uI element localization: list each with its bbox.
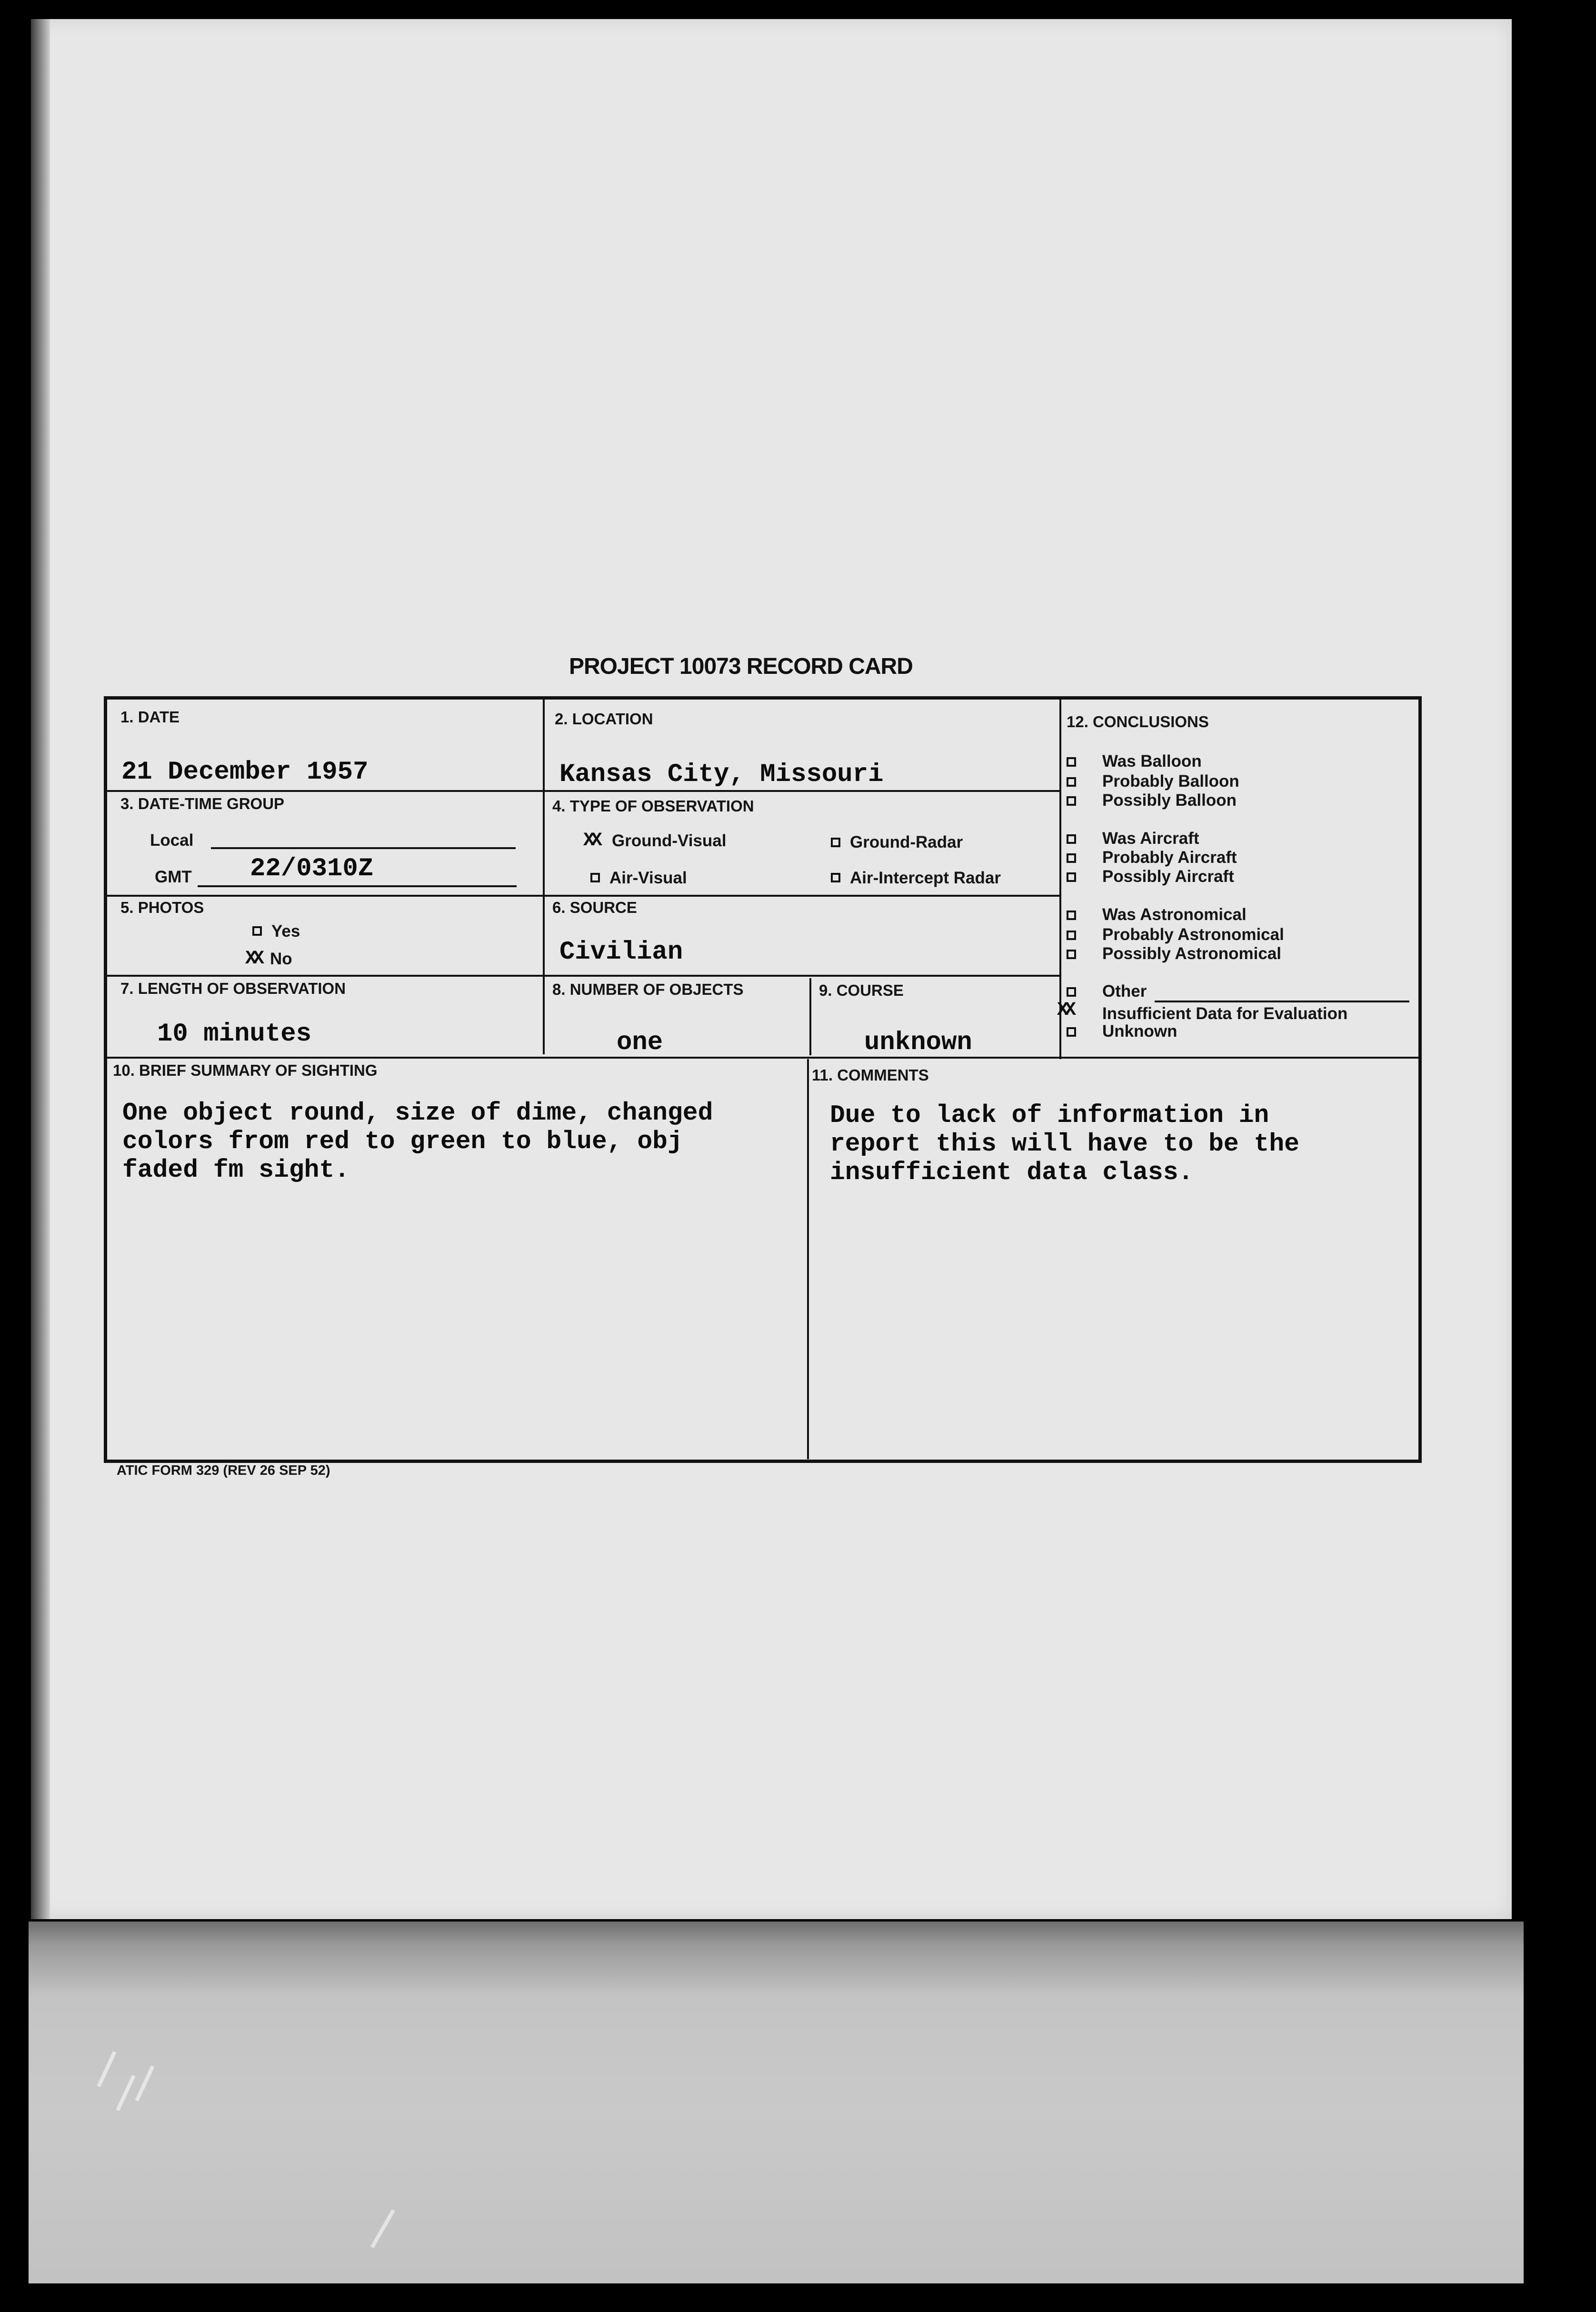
gmt-label: GMT [155,868,192,886]
record-card [104,696,1422,1463]
scan-scratch [97,2051,116,2087]
possibly-aircraft-checkbox[interactable] [1067,872,1076,882]
possibly-astronomical-checkbox[interactable] [1067,950,1076,959]
comments-line: Due to lack of information in [830,1101,1269,1130]
length-of-observation-label: 7. LENGTH OF OBSERVATION [120,980,346,997]
divider [809,978,811,1055]
possibly-astronomical-option[interactable]: Possibly Astronomical [1102,944,1282,963]
unknown-option[interactable]: Unknown [1102,1022,1177,1041]
sheet-shadow-edge [31,19,50,1919]
summary-label: 10. BRIEF SUMMARY OF SIGHTING [113,1061,378,1079]
probably-aircraft-checkbox[interactable] [1067,853,1076,863]
divider [107,895,1060,897]
photos-yes-option[interactable]: Yes [271,922,300,941]
course-value: unknown [864,1028,972,1057]
was-balloon-option[interactable]: Was Balloon [1102,752,1202,771]
was-balloon-checkbox[interactable] [1067,757,1076,767]
other-checkbox[interactable] [1067,987,1076,997]
ground-visual-checkmark: XX [583,830,599,851]
length-of-observation-value: 10 minutes [157,1020,312,1049]
insufficient-data-checkmark: XX [1057,1000,1073,1021]
other-underline [1155,1001,1409,1002]
source-label: 6. SOURCE [552,899,637,916]
ground-radar-checkbox[interactable] [831,838,840,847]
possibly-balloon-option[interactable]: Possibly Balloon [1102,791,1237,810]
scan-scratch [116,2075,135,2111]
divider [807,1059,809,1459]
photos-yes-checkbox[interactable] [252,926,262,936]
summary-line: colors from red to green to blue, obj [122,1127,683,1156]
location-label: 2. LOCATION [555,710,653,728]
comments-label: 11. COMMENTS [812,1066,929,1084]
number-of-objects-value: one [617,1028,663,1057]
gmt-value: 22/0310Z [250,854,374,883]
card-title: PROJECT 10073 RECORD CARD [569,654,913,679]
course-label: 9. COURSE [819,981,904,999]
summary-line: One object round, size of dime, changed [122,1099,713,1127]
air-intercept-radar-checkbox[interactable] [831,873,840,882]
insufficient-data-option[interactable]: Insufficient Data for Evaluation [1102,1004,1348,1023]
comments-line: report this will have to be the [830,1130,1299,1158]
probably-astronomical-option[interactable]: Probably Astronomical [1102,925,1284,944]
summary-text [122,1099,713,1184]
photos-no-option[interactable]: No [270,950,292,968]
divider [107,790,1060,792]
comments-line: insufficient data class. [830,1158,1194,1187]
was-astronomical-checkbox[interactable] [1067,911,1076,920]
possibly-balloon-checkbox[interactable] [1067,796,1076,806]
photos-no-checkmark: XX [245,948,261,970]
divider [543,700,545,1054]
scan-lower-margin [29,1922,1524,2283]
was-astronomical-option[interactable]: Was Astronomical [1102,905,1247,924]
divider [107,1057,1418,1059]
air-intercept-radar-option[interactable]: Air-Intercept Radar [850,869,1001,887]
type-of-observation-label: 4. TYPE OF OBSERVATION [552,797,754,815]
possibly-aircraft-option[interactable]: Possibly Aircraft [1102,867,1234,886]
form-identifier: ATIC FORM 329 (REV 26 SEP 52) [117,1463,330,1478]
local-time-label: Local [150,831,194,850]
air-visual-checkbox[interactable] [590,873,600,882]
air-visual-option[interactable]: Air-Visual [609,869,687,887]
scan-scratch [370,2209,395,2248]
unknown-checkbox[interactable] [1067,1027,1076,1037]
photos-label: 5. PHOTOS [120,899,204,916]
was-aircraft-option[interactable]: Was Aircraft [1102,829,1199,848]
gmt-underline [198,885,517,887]
summary-line: faded fm sight. [122,1156,350,1184]
source-value: Civilian [559,938,683,967]
other-option[interactable]: Other [1102,982,1147,1001]
date-label: 1. DATE [120,708,180,726]
number-of-objects-label: 8. NUMBER OF OBJECTS [552,981,744,998]
probably-aircraft-option[interactable]: Probably Aircraft [1102,848,1237,867]
probably-balloon-checkbox[interactable] [1067,777,1076,787]
local-time-underline [211,847,516,849]
date-value: 21 December 1957 [121,758,369,787]
scan-scratch [135,2065,154,2102]
date-time-group-label: 3. DATE-TIME GROUP [120,795,285,812]
probably-astronomical-checkbox[interactable] [1067,931,1076,940]
was-aircraft-checkbox[interactable] [1067,834,1076,844]
divider [107,975,1060,977]
ground-radar-option[interactable]: Ground-Radar [850,833,963,851]
conclusions-label: 12. CONCLUSIONS [1067,713,1209,731]
location-value: Kansas City, Missouri [559,760,884,789]
comments-text [830,1101,1299,1187]
probably-balloon-option[interactable]: Probably Balloon [1102,772,1239,791]
ground-visual-option[interactable]: Ground-Visual [612,831,727,850]
